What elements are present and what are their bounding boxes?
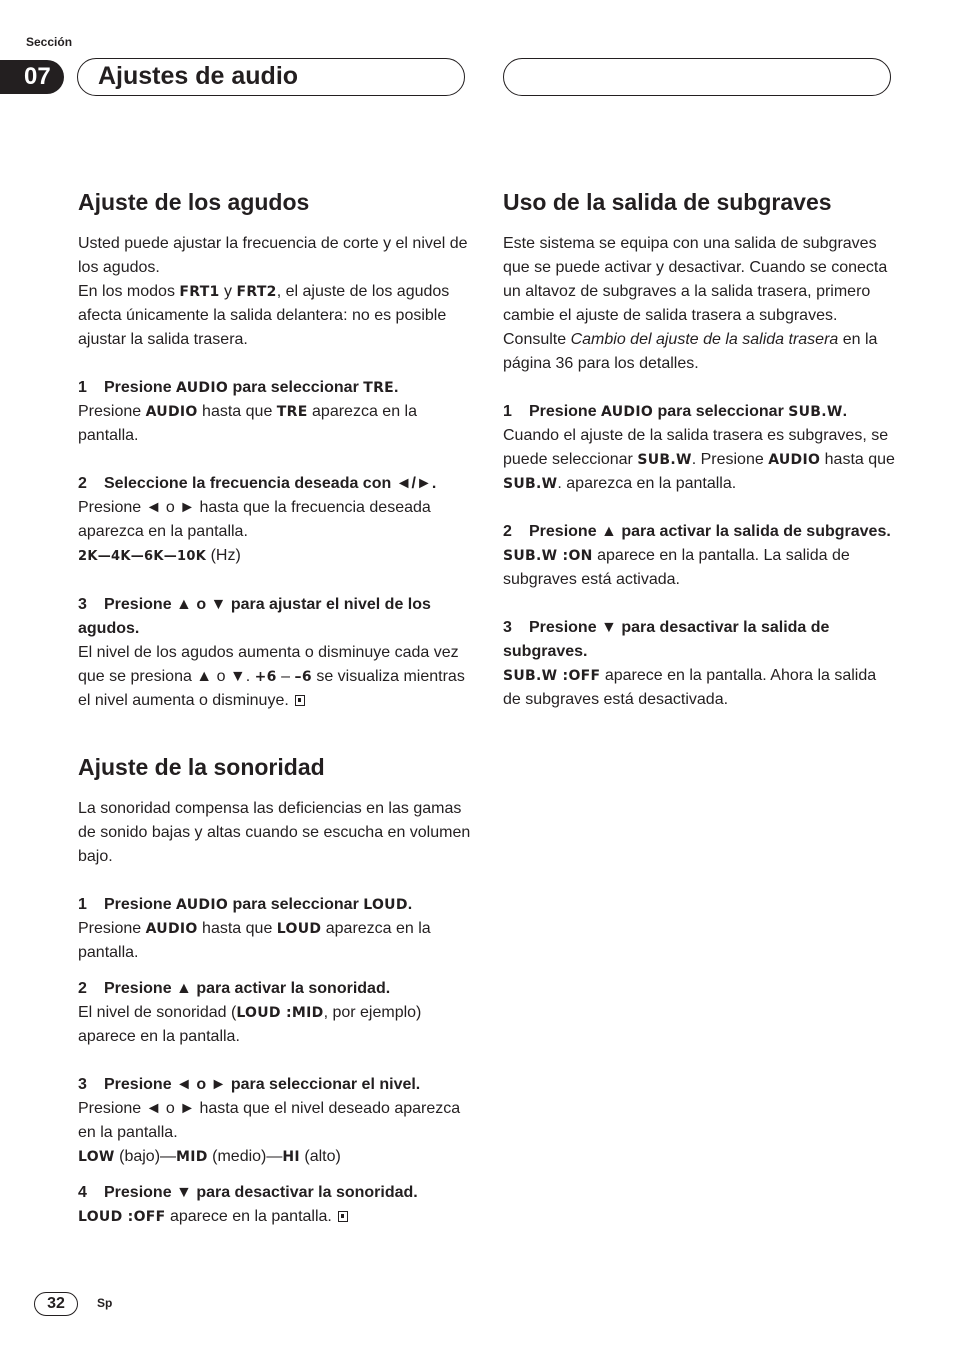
section-title-box: [77, 58, 465, 96]
sonoridad-step-2: 2 Presione ▲ para activar la sonoridad. El nivel de sonoridad (LOUD :MID, por ejemplo) aparece en la pantalla.: [78, 980, 422, 1045]
cross-reference: Cambio del ajuste de la salida trasera: [570, 331, 839, 348]
end-mark-icon: [295, 695, 305, 706]
sonoridad-intro: La sonoridad compensa las deficiencias en las gamas de sonido bajas y altas cuando se escucha en volumen bajo.: [78, 800, 471, 865]
section-number-tab: 07: [0, 60, 64, 94]
subgraves-intro: Este sistema se equipa con una salida de subgraves que se puede activar y desactivar. Cuando se conecta un altavoz de subgraves a la salida trasera, primero cambie el ajuste de salida trasera a subgraves. Consulte Cambio del ajuste de la salida trasera en la página 36 para los detalles.: [503, 235, 888, 372]
right-column: [503, 186, 898, 712]
agudos-step-1: 1 Presione AUDIO para seleccionar TRE. Presione AUDIO hasta que TRE aparezca en la pantalla.: [78, 379, 417, 444]
section-title: Ajustes de audio: [98, 62, 299, 90]
sonoridad-step-1: 1 Presione AUDIO para seleccionar LOUD. Presione AUDIO hasta que LOUD aparezca en la pantalla.: [78, 896, 431, 961]
agudos-step-3: 3 Presione ▲ o ▼ para ajustar el nivel de los agudos. El nivel de los agudos aumenta o disminuye cada vez que se presiona ▲ o ▼. +6 – –6 se visualiza mientras el nivel aumenta o disminuye.: [78, 596, 465, 709]
subgraves-step-2: 2 Presione ▲ para activar la salida de subgraves. SUB.W :ON aparece en la pantalla. La salida de subgraves está activada.: [503, 523, 891, 588]
sonoridad-step-3: 3 Presione ◄ o ► para seleccionar el nivel. Presione ◄ o ► hasta que el nivel deseado aparezca en la pantalla. LOW (bajo)—MID (medio)—HI (alto): [78, 1076, 461, 1165]
end-mark-icon: [338, 1211, 348, 1222]
agudos-intro: Usted puede ajustar la frecuencia de corte y el nivel de los agudos. En los modos FRT1 y FRT2, el ajuste de los agudos afecta únicamente la salida delantera: no es posible ajustar la salida trasera.: [78, 235, 468, 348]
subgraves-step-1: 1 Presione AUDIO para seleccionar SUB.W. Cuando el ajuste de la salida trasera es subgraves, se puede seleccionar SUB.W. Presione AUDIO hasta que SUB.W. aparezca en la pantalla.: [503, 403, 895, 492]
heading-agudos: Ajuste de los agudos: [78, 189, 310, 215]
heading-sonoridad: Ajuste de la sonoridad: [78, 754, 325, 780]
language-code: Sp: [97, 1296, 113, 1310]
page-number: 32: [34, 1292, 78, 1316]
sonoridad-step-4: 4 Presione ▼ para desactivar la sonoridad. LOUD :OFF aparece en la pantalla.: [78, 1184, 418, 1225]
left-column: [78, 186, 473, 1229]
heading-subgraves: Uso de la salida de subgraves: [503, 189, 832, 215]
agudos-step-2: 2 Seleccione la frecuencia deseada con ◄/►. Presione ◄ o ► hasta que la frecuencia deseada aparezca en la pantalla. 2K—4K—6K—10K (Hz): [78, 475, 437, 564]
subgraves-step-3: 3 Presione ▼ para desactivar la salida de subgraves. SUB.W :OFF aparece en la pantalla. Ahora la salida de subgraves está desactivada.: [503, 619, 877, 708]
empty-title-box: [503, 58, 891, 96]
section-label: Sección: [26, 35, 73, 49]
